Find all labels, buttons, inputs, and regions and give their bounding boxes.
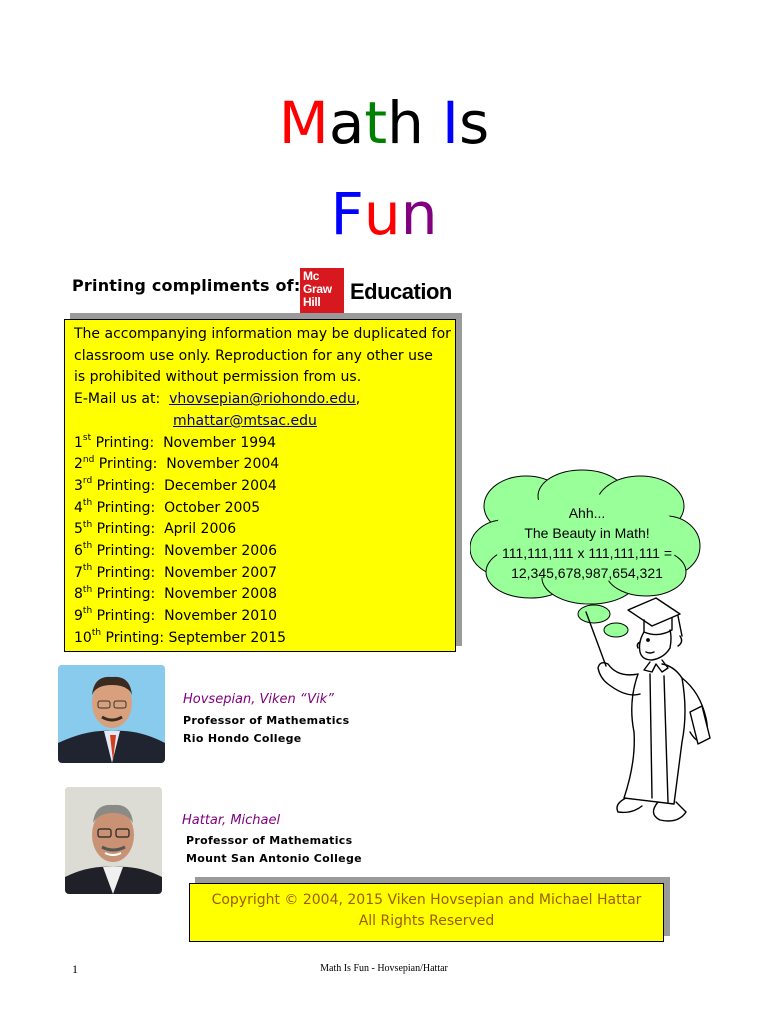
bubble-line-1: Ahh...: [568, 505, 606, 521]
copyright-line-2: All Rights Reserved: [358, 913, 495, 929]
title-line-1: [0, 90, 768, 156]
printing-ordinal-suffix: th: [82, 541, 93, 552]
printing-ordinal-suffix: th: [82, 497, 93, 508]
logo-line-mc: Mc: [303, 269, 320, 283]
email-link-hattar[interactable]: mhattar@mtsac.edu: [173, 412, 317, 429]
bubble-line-2: The Beauty in Math!: [524, 525, 650, 541]
printing-label: Printing:: [92, 499, 156, 516]
printing-row: [74, 541, 455, 563]
printing-ordinal-suffix: st: [82, 432, 92, 443]
printing-date: November 2006: [164, 543, 278, 560]
printing-date: November 2010: [164, 608, 278, 625]
title-letter: h: [387, 89, 424, 157]
mcgraw-hill-logo: [300, 268, 344, 314]
printing-row: [74, 628, 455, 650]
author-photo-hattar: [65, 787, 162, 894]
printing-number: 10: [74, 629, 92, 646]
author-name-hattar: Hattar, Michael: [182, 813, 281, 828]
printing-date: November 2008: [164, 586, 278, 603]
printing-row: [74, 519, 455, 541]
printing-label: Printing:: [92, 543, 156, 560]
printing-row: [74, 584, 455, 606]
printing-label: Printing:: [101, 629, 165, 646]
printing-label: Printing:: [92, 564, 156, 581]
bubble-text: [472, 503, 702, 583]
footer-text: Math Is Fun - Hovsepian/Hattar: [320, 963, 448, 974]
author-affiliation-hattar: [186, 832, 362, 868]
author-name-hovsepian: Hovsepian, Viken “Vik”: [183, 692, 334, 707]
printing-date: November 2004: [166, 456, 280, 473]
printing-label: Printing:: [92, 521, 156, 538]
email-link-hovsepian[interactable]: vhovsepian@riohondo.edu: [169, 391, 356, 408]
author-college: Rio Hondo College: [183, 732, 302, 745]
bubble-line-4: 12,345,678,987,654,321: [511, 565, 663, 581]
printing-label: Printing:: [92, 608, 156, 625]
graduate-teacher-illustration: [578, 592, 728, 832]
title-letter: I: [441, 89, 459, 157]
email-label: E-Mail us at:: [74, 391, 161, 408]
printing-ordinal-suffix: rd: [82, 476, 93, 487]
printing-number: 1: [74, 434, 83, 451]
title-letter: M: [278, 89, 329, 157]
printing-ordinal-suffix: th: [82, 519, 93, 530]
copyright-line-1: Copyright © 2004, 2015 Viken Hovsepian and Michael Hattar: [211, 892, 642, 908]
printing-number: 8: [74, 586, 83, 603]
printing-date: November 1994: [163, 434, 276, 451]
printing-number: 2: [74, 456, 83, 473]
bubble-line-3: 111,111,111 x 111,111,111 =: [501, 545, 673, 561]
info-paragraph-line: classroom use only. Reproduction for any other use: [74, 347, 433, 364]
printing-row: [74, 454, 455, 476]
printing-ordinal-suffix: th: [91, 628, 102, 639]
printing-number: 3: [74, 477, 83, 494]
printing-row: [74, 606, 455, 628]
author-affiliation-hovsepian: [183, 712, 349, 748]
info-paragraph-line: is prohibited without permission from us.: [74, 369, 362, 386]
info-paragraph-line: The accompanying information may be duplicated for: [74, 326, 451, 342]
logo-line-graw: Graw: [303, 282, 332, 296]
title-letter: t: [364, 89, 388, 157]
printing-label: Printing:: [91, 434, 155, 451]
author-photo-hovsepian: [58, 665, 165, 763]
printing-ordinal-suffix: th: [82, 563, 93, 574]
printing-row: [74, 498, 455, 520]
printing-label: Printing:: [94, 456, 158, 473]
printing-ordinal-suffix: th: [82, 584, 93, 595]
printing-date: November 2007: [164, 564, 278, 581]
printings-list: [74, 433, 455, 650]
printing-row: [74, 563, 455, 585]
title-letter: s: [459, 89, 490, 157]
printing-row: [74, 433, 455, 455]
printing-date: April 2006: [164, 521, 237, 538]
logo-line-hill: Hill: [303, 295, 321, 309]
author-title: Professor of Mathematics: [186, 834, 353, 847]
author-title: Professor of Mathematics: [183, 714, 350, 727]
printing-number: 9: [74, 608, 83, 625]
printing-ordinal-suffix: th: [82, 606, 93, 617]
info-box: [64, 319, 456, 652]
copyright-box: [189, 883, 664, 942]
footer-page-number: 1: [72, 962, 78, 976]
title-letter: u: [363, 180, 401, 248]
printing-label: Printing:: [92, 477, 156, 494]
printing-number: 7: [74, 564, 83, 581]
printing-number: 6: [74, 543, 83, 560]
printing-date: October 2005: [164, 499, 261, 516]
printing-number: 4: [74, 499, 83, 516]
author-college: Mount San Antonio College: [186, 852, 362, 865]
title-letter: n: [400, 180, 438, 248]
title-letter: a: [328, 89, 365, 157]
printing-compliments-label: Printing compliments of:: [72, 276, 301, 295]
logo-education-text: Education: [350, 279, 452, 304]
title-letter: F: [330, 180, 364, 248]
printing-label: Printing:: [92, 586, 156, 603]
printing-date: December 2004: [164, 477, 277, 494]
printing-date: September 2015: [168, 629, 287, 646]
email-separator: ,: [355, 391, 361, 408]
printing-ordinal-suffix: nd: [82, 454, 95, 465]
title-line-2: [0, 181, 768, 247]
printing-number: 5: [74, 521, 83, 538]
printing-row: [74, 476, 455, 498]
